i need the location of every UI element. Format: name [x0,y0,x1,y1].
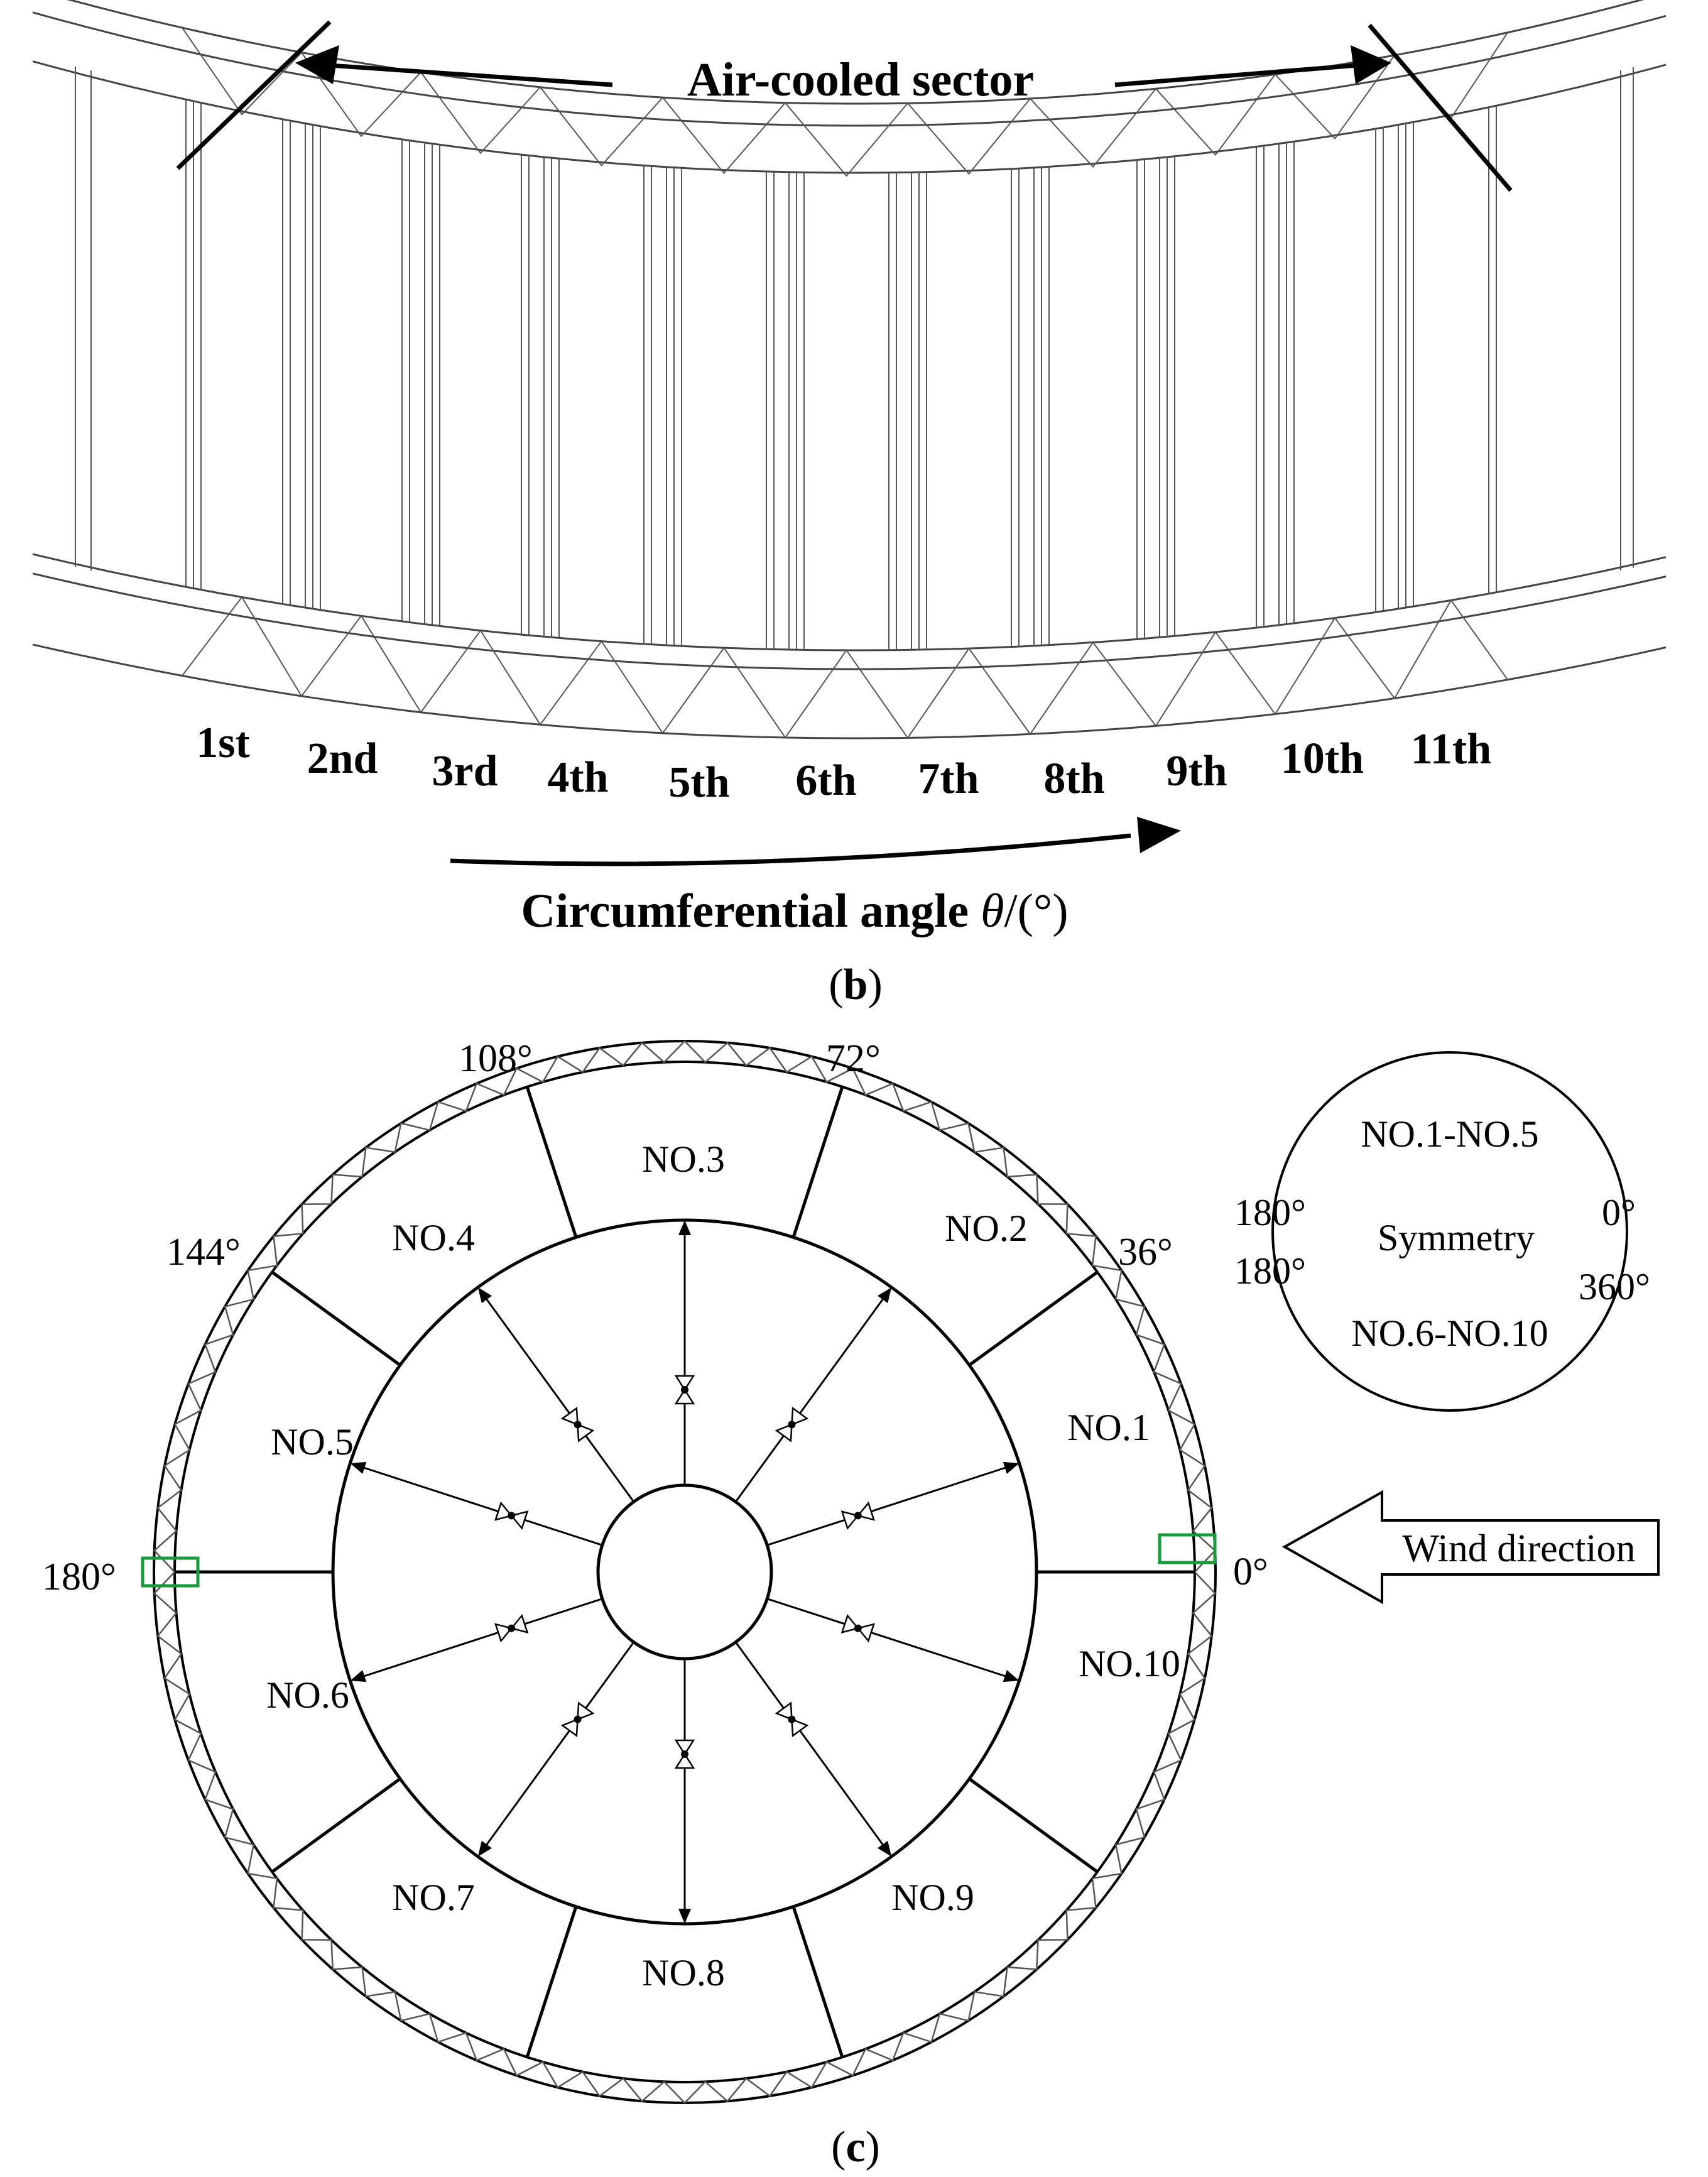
legend-right-top-angle: 0° [1602,1192,1636,1233]
delta-bottom-panel [1030,642,1156,734]
pipe-3 [676,1220,694,1484]
sector-label-no-4: NO.4 [392,1217,475,1258]
circumferential-direction-arrow [450,817,1181,864]
sector-label-no-6: NO.6 [266,1674,349,1716]
divider-line [527,1087,576,1238]
legend-center-label: Symmetry [1378,1217,1535,1258]
pipe-line [736,1643,884,1847]
valve-stem-dot [854,1512,862,1519]
panel-c-caption [831,2123,880,2171]
legend-left-bottom-angle: 180° [1234,1250,1306,1292]
valve-stem-dot [854,1625,862,1632]
delta-bottom-panel [1275,618,1395,714]
divider-line [793,1907,842,2058]
pipe-6 [350,1599,601,1682]
sector-label-no-9: NO.9 [891,1877,974,1918]
pipe-arrowhead [478,1841,492,1857]
valve-stem-dot [681,1386,688,1394]
pipe-5 [350,1462,601,1545]
circumferential-angle-label [521,885,1068,937]
sector-label-no-3: NO.3 [642,1138,725,1180]
pipe-arrowhead [878,1287,891,1303]
theta-symbol: θ [981,885,1004,937]
delta-bottom-panel [182,597,302,696]
pipe-arrowhead [350,1670,366,1682]
cooling-delta-unit [1395,33,1508,699]
valve-stem-dot [681,1750,688,1758]
pipe-line [362,1467,601,1545]
caption-close-paren: ) [868,961,883,1009]
angle-label-36: 36° [1118,1231,1173,1274]
sector-label-4th: 4th [547,753,609,802]
cooling-delta-unit [785,103,908,738]
cooling-delta-unit [663,97,785,738]
band-arc [33,645,1666,738]
sector-label-9th: 9th [1166,747,1227,795]
pipe-arrowhead [678,1909,691,1924]
caption-close-paren: ) [865,2123,880,2171]
pipe-2 [736,1287,891,1501]
pipe-arrowhead [678,1220,691,1235]
sector-label-6th: 6th [795,756,857,805]
delta-top-panel [663,97,785,173]
cooling-delta-unit [182,28,302,696]
valve-stem-dot [788,1716,795,1723]
pipe-10 [768,1599,1019,1682]
delta-bottom-panel [663,648,785,738]
caption-open-paren: ( [829,961,844,1009]
sector-label-8th: 8th [1043,755,1105,803]
caption-letter: c [846,2123,866,2171]
delta-bottom-panel [908,648,1030,738]
divider-line [527,1907,576,2058]
angle-label-0: 0° [1233,1551,1268,1593]
pipe-4 [478,1287,633,1501]
valve-stem-dot [574,1421,582,1428]
band-arc [33,554,1666,650]
axis-label-prefix: Circumferential angle [521,885,981,937]
divider-line [793,1087,842,1238]
legend-top-label: NO.1-NO.5 [1361,1113,1539,1155]
sector-boundary-arcs [33,0,1666,738]
pipe-line [486,1297,633,1501]
cooling-delta-unit [1030,89,1156,734]
divider-line [969,1272,1097,1365]
angle-label-72: 72° [826,1037,881,1080]
angle-label-108: 108° [459,1037,533,1080]
valve-stem-dot [508,1625,515,1632]
panel-b-caption [829,961,883,1009]
pipe-arrowhead [1003,1670,1020,1682]
pipe-arrowhead [1003,1462,1020,1474]
valve-stem-dot [574,1716,582,1723]
angle-label-144: 144° [166,1231,241,1274]
cooling-delta-unit [302,53,421,712]
sector-label-no-8: NO.8 [642,1952,725,1994]
legend-right-bottom-angle: 360° [1579,1266,1650,1307]
legend-left-top-angle: 180° [1234,1192,1306,1233]
cooling-delta-unit [540,87,663,733]
valve-stem-dot [788,1421,795,1428]
valve-stem-dot [508,1512,515,1519]
wind-direction-label: Wind direction [1402,1527,1636,1570]
sector-label-no-5: NO.5 [271,1421,354,1463]
pipe-9 [736,1643,891,1857]
cooling-deltas [75,28,1633,738]
sector-label-10th: 10th [1280,734,1364,783]
sector-label-no-2: NO.2 [945,1208,1028,1249]
caption-letter: b [843,961,868,1009]
pipe-line [768,1599,1007,1677]
delta-top-panel [908,99,1030,174]
divider-line [272,1272,400,1365]
sector-label-2nd: 2nd [307,734,378,783]
pipe-line [486,1643,633,1847]
caption-open-paren: ( [831,2123,846,2171]
sector-label-5th: 5th [668,758,730,807]
legend-bottom-label: NO.6-NO.10 [1351,1312,1548,1354]
cooling-delta-unit [1275,55,1395,714]
delta-top-panel [540,87,663,166]
divider-line [969,1779,1097,1872]
sector-label-11th: 11th [1410,725,1492,773]
pipe-7 [478,1643,633,1857]
pipe-8 [676,1660,694,1924]
sector-label-3rd: 3rd [432,747,498,795]
pipe-arrowhead [350,1462,366,1474]
sector-label-7th: 7th [918,755,979,803]
delta-top-panel [1030,89,1156,166]
pipe-arrowhead [878,1841,891,1857]
sector-label-no-1: NO.1 [1067,1407,1150,1448]
axis-label-suffix: /(°) [1004,885,1069,937]
sector-label-1st: 1st [196,719,250,767]
delta-bottom-panel [785,650,908,738]
delta-top-panel [785,103,908,176]
sector-ordinal-labels [196,719,1491,807]
divider-line [272,1779,400,1872]
delta-bottom-panel [540,641,663,733]
pipe-line [768,1467,1007,1545]
pipe-line [362,1599,601,1677]
cooling-delta-unit [908,99,1030,738]
sector-label-no-7: NO.7 [392,1877,475,1918]
pipe-arrowhead [478,1287,492,1303]
sector-label-no-10: NO.10 [1079,1643,1180,1684]
pipe-line [736,1297,884,1501]
panel-b-air-cooled-tower-sectors [33,0,1666,1009]
pipe-1 [768,1462,1019,1545]
central-tower-shaft [598,1485,771,1659]
air-cooled-sector-label: Air-cooled sector [687,53,1035,106]
panel-c-sector-layout [42,1037,1658,2171]
air-cooled-sector-arrow [178,22,1511,190]
angle-label-180: 180° [42,1556,116,1598]
